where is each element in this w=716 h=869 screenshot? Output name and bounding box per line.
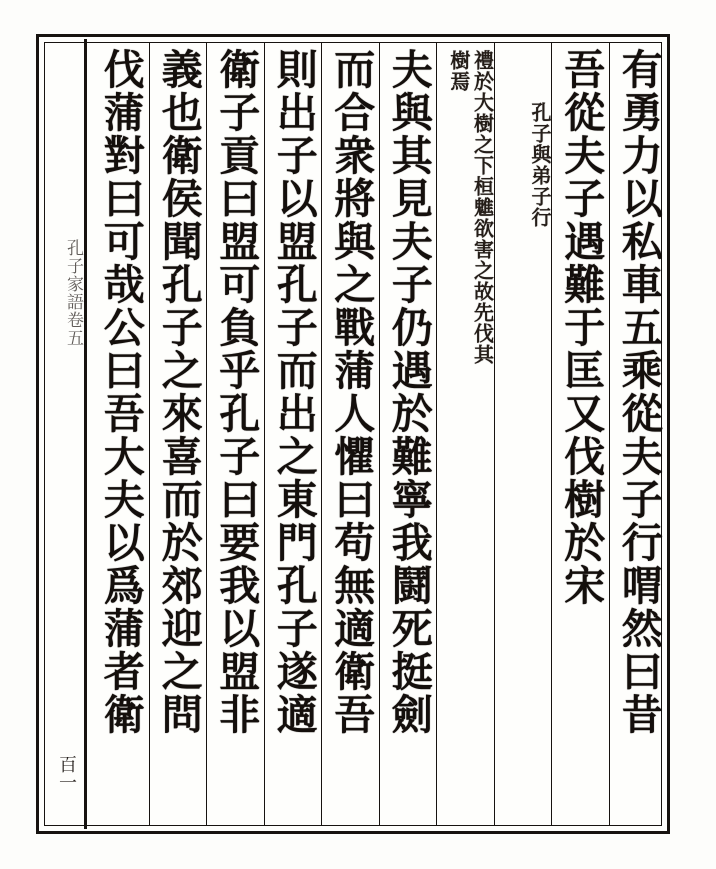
page-number: 百一: [56, 755, 77, 791]
text-column-8: [91, 42, 149, 826]
text-column-3: [379, 42, 437, 826]
text-column-1: [609, 42, 667, 826]
text-column-4: [321, 42, 379, 826]
commentary-text: 禮於大樹之下桓魋欲害之故先伐其樹焉: [446, 50, 495, 365]
column-text: 則出子以盟孔子而出之東門孔子遂適: [269, 48, 318, 736]
spine-label: 孔子家語卷五: [63, 239, 83, 347]
text-column-5: [264, 42, 322, 826]
column-text: 有勇力以私車五乘從夫子行喟然曰昔: [614, 48, 663, 736]
text-columns: [90, 42, 666, 826]
column-text: 吾從夫子遇難于匡又伐樹於宋: [557, 48, 606, 607]
text-column-2: [551, 42, 609, 826]
commentary-column-1: [494, 42, 552, 826]
column-text: 夫與其見夫子仍遇於難寧我鬪死挺劍: [384, 48, 433, 736]
text-column-7: [149, 42, 207, 826]
column-text: 伐蒲對曰可哉公曰吾大夫以爲蒲者衛: [96, 48, 145, 736]
center-fold-strip: [41, 39, 87, 829]
column-text: 衛子貢曰盟可負乎孔子曰要我以盟非: [212, 48, 261, 736]
text-column-6: [206, 42, 264, 826]
commentary-column-2: [436, 42, 494, 826]
commentary-text: 孔子與弟子行: [528, 102, 552, 228]
column-text: 義也衛侯聞孔子之來喜而於郊迎之問: [154, 48, 203, 736]
column-text: 而合衆將與之戰蒲人懼曰苟無適衛吾: [327, 48, 376, 736]
